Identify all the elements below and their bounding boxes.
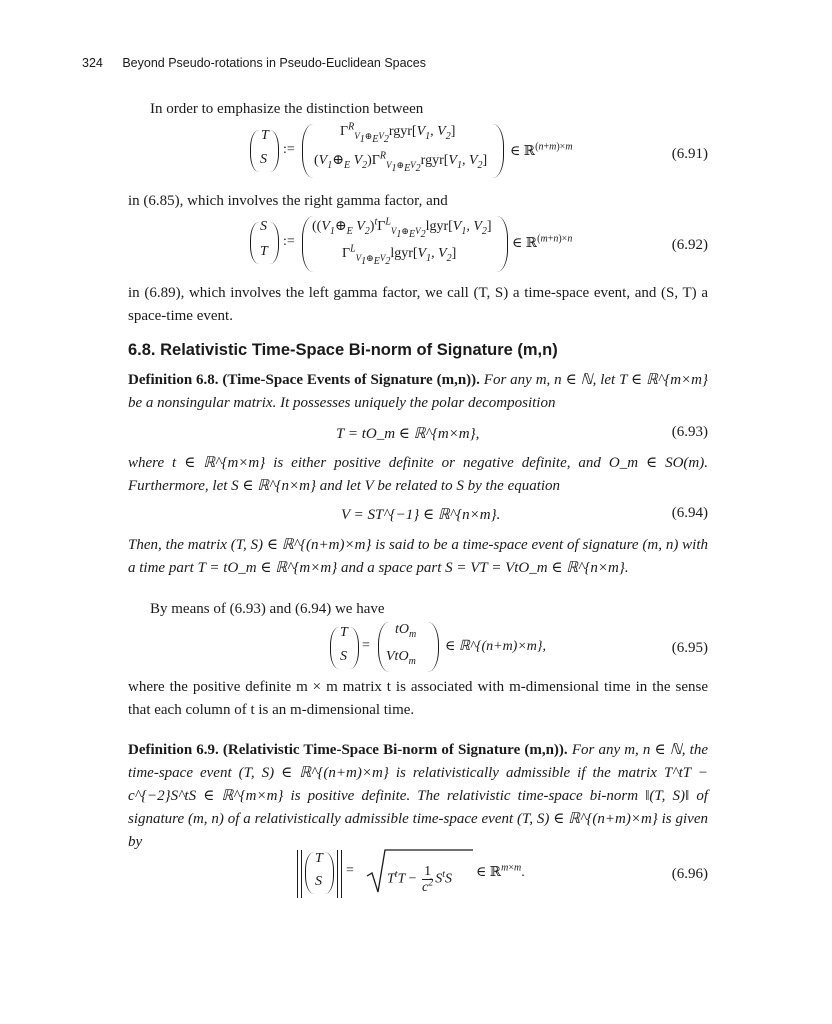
eq91-rhs-top: $\Gamma^R_{V_1\oplus_EV_2}rgyr[V_1$, $V_2$]: [340, 121, 456, 145]
left-paren: [302, 124, 313, 178]
eq91-lhs-top: T: [261, 128, 269, 143]
paragraph-right-gamma: in (6.85), which involves the right gamma factor, and: [128, 193, 448, 209]
eq91-rhs-bottom: ($V_1\oplus_E$ $V_2)\Gamma^R_{V_1\oplus_EV_2}rgyr[V_1$, $V_2$]: [314, 150, 488, 174]
definition-6-9-label: Definition 6.9. (Relativistic Time-Space Bi-norm of Signature (m,n)).: [128, 742, 568, 758]
paragraph-left-gamma: in (6.89), which involves the left gamma factor, we call (T, S) a time-space event, and (S, T) a space-time event.: [128, 285, 708, 324]
page-number: 324: [82, 56, 103, 70]
eq96-radicand: $T^tT$ − $\frac{1}{c^2}$ $S^tS$: [387, 864, 453, 895]
left-paren: [330, 627, 339, 669]
definition-6-8-text2: where t ∈ ℝ^{m×m} is either positive definite or negative definite, and O_m ∈ SO(m). Furthermore, let S ∈ ℝ^{n×m} and let V be related to S by the equation: [128, 455, 708, 494]
eq96-lhs-bottom: S: [315, 874, 322, 889]
eq94-expr: V = ST^{−1} ∈ ℝ^{n×m}.: [341, 507, 501, 523]
eq95-rhs-top: $tO_m$: [395, 622, 417, 640]
paragraph-time: where the positive definite m × m matrix t is associated with m-dimensional time in the sense that each column of t is an m-dimensional time.: [128, 679, 708, 718]
right-paren: [493, 124, 504, 178]
eq96-number: (6.96): [671, 866, 708, 882]
eq92-rhs-top: (($V_1\oplus_E$ $V_2)^t\Gamma^L_{V_1\oplus_EV_2}lgyr[V_1$, $V_2$]: [312, 216, 492, 240]
eq93-expr: T = tO_m ∈ ℝ^{m×m},: [336, 426, 480, 442]
running-head: [82, 56, 426, 70]
eq93-number: (6.93): [671, 424, 708, 440]
eq92-space: ∈ ℝ$^{(m+n)\times n}$: [512, 233, 573, 251]
eq95-lhs-bottom: S: [340, 649, 347, 664]
eq95-rhs-bottom: VtO$_m$: [386, 649, 416, 667]
norm-bar-left: [297, 850, 302, 898]
eq95-space: ∈ ℝ^{(n+m)×m},: [445, 639, 546, 654]
eq96-space: ∈ ℝ$^{m\times m}$.: [476, 862, 525, 880]
eq91-lhs-bottom: S: [260, 152, 267, 167]
eq96-equals: =: [346, 863, 354, 878]
right-paren: [270, 222, 279, 264]
eq91-space: ∈ ℝ$^{(n+m)\times m}$: [510, 141, 573, 159]
section-heading: 6.8. Relativistic Time-Space Bi-norm of Signature (m,n): [128, 341, 558, 359]
definition-6-8-text3: Then, the matrix (T, S) ∈ ℝ^{(n+m)×m} is said to be a time-space event of signature (m, n) with a time part T = tO_m ∈ ℝ^{m×m} and a space part S = VT = VtO_m ∈ ℝ^{n×m}.: [128, 537, 708, 576]
right-paren: [497, 216, 508, 272]
right-paren: [325, 852, 334, 894]
eq94-number: (6.94): [671, 505, 708, 521]
definition-6-9-text: For any m, n ∈ ℕ, the time-space event (T, S) ∈ ℝ^{(n+m)×m} is relativistically admissible if the matrix T^tT − c^{−2}S^tS ∈ ℝ^{m×m} is positive definite. The relativistic time-space bi-norm ‖(T, S)‖ of signature (m, n) of a relativistically admissible time-space event (T, S) ∈ ℝ^{(n+m)×m} is given by: [128, 742, 708, 850]
right-paren: [350, 627, 359, 669]
definition-6-8-continued: [128, 452, 708, 498]
paragraph-by-means: By means of (6.93) and (6.94) we have: [150, 601, 385, 617]
left-paren: [250, 130, 259, 172]
left-paren: [250, 222, 259, 264]
eq95-equals: =: [362, 638, 370, 653]
eq92-assign: :=: [283, 234, 295, 249]
left-paren: [305, 852, 314, 894]
paragraph-intro: In order to emphasize the distinction between: [150, 101, 424, 117]
eq91-assign: :=: [283, 142, 295, 157]
eq95-number: (6.95): [671, 640, 708, 656]
right-paren: [428, 622, 439, 672]
eq91-number: (6.91): [671, 146, 708, 162]
definition-6-8-conclusion: [128, 534, 708, 580]
norm-bar-right: [337, 850, 342, 898]
eq92-rhs-bottom: $\Gamma^L_{V_1\oplus_EV_2}lgyr[V_1$, $V_2$]: [342, 243, 457, 267]
eq92-number: (6.92): [671, 237, 708, 253]
definition-6-9: [128, 739, 708, 854]
eq96-lhs-top: T: [315, 851, 323, 866]
definition-6-8: [128, 369, 708, 415]
definition-6-8-label: Definition 6.8. (Time-Space Events of Signature (m,n)).: [128, 372, 480, 388]
definition-6-8-text1: For any m, n ∈ ℕ, let T ∈ ℝ^{m×m} be a nonsingular matrix. It possesses uniquely the polar decomposition: [128, 372, 709, 411]
running-title: Beyond Pseudo-rotations in Pseudo-Euclidean Spaces: [122, 56, 427, 70]
eq95-lhs-top: T: [340, 625, 348, 640]
eq92-lhs-top: S: [260, 219, 267, 234]
right-paren: [270, 130, 279, 172]
eq92-lhs-bottom: T: [260, 244, 268, 259]
